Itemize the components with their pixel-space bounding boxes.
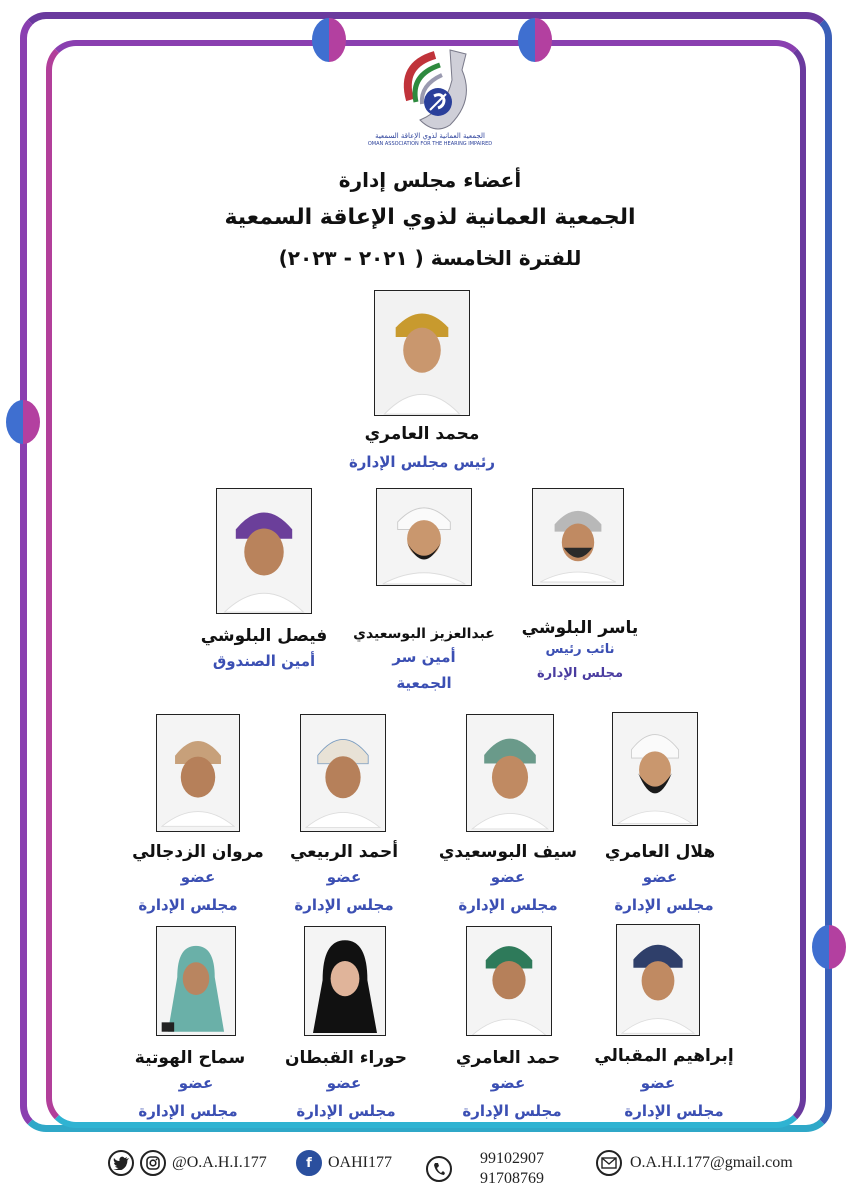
frame-ornament bbox=[812, 925, 846, 969]
member-role: أمين سر bbox=[392, 648, 456, 666]
member-photo bbox=[304, 926, 386, 1036]
member-role: عضو bbox=[490, 868, 526, 886]
member-role-line2: مجلس الإدارة bbox=[458, 896, 558, 914]
member-role-line2: مجلس الإدارة bbox=[624, 1102, 724, 1120]
member-name: إبراهيم المقبالي bbox=[594, 1046, 734, 1066]
chair-photo bbox=[374, 290, 470, 416]
member-photo bbox=[616, 924, 700, 1036]
member-photo bbox=[376, 488, 472, 586]
member-name: فيصل البلوشي bbox=[200, 626, 328, 646]
frame-ornament bbox=[312, 18, 346, 62]
member-role: نائب رئيس bbox=[545, 642, 615, 657]
member-photo bbox=[216, 488, 312, 614]
social-handle[interactable]: @O.A.H.I.177 bbox=[172, 1154, 267, 1171]
member-role: عضو bbox=[326, 868, 362, 886]
member-name: حمد العامري bbox=[455, 1048, 561, 1068]
member-role: عضو bbox=[326, 1074, 362, 1092]
member-role-line2: مجلس الإدارة bbox=[614, 896, 714, 914]
logo-caption-ar: الجمعية العمانية لذوي الإعاقة السمعية bbox=[375, 132, 485, 140]
title-line-2: الجمعية العمانية لذوي الإعاقة السمعية bbox=[224, 205, 636, 230]
member-role-line2: مجلس الإدارة bbox=[536, 666, 624, 681]
member-photo bbox=[466, 714, 554, 832]
facebook-handle[interactable]: OAHI177 bbox=[328, 1154, 392, 1171]
facebook-icon[interactable]: f bbox=[296, 1150, 322, 1176]
member-role: أمين الصندوق bbox=[212, 652, 316, 670]
frame-ornament bbox=[518, 18, 552, 62]
member-photo bbox=[300, 714, 386, 832]
chair-role: رئيس مجلس الإدارة bbox=[348, 453, 496, 471]
member-name: ياسر البلوشي bbox=[521, 618, 639, 638]
member-photo bbox=[612, 712, 698, 826]
member-role: عضو bbox=[642, 868, 678, 886]
instagram-icon[interactable] bbox=[140, 1150, 166, 1176]
member-role-line2: مجلس الإدارة bbox=[138, 1102, 238, 1120]
email-icon bbox=[596, 1150, 622, 1176]
member-photo bbox=[532, 488, 624, 586]
twitter-icon[interactable] bbox=[108, 1150, 134, 1176]
member-role: عضو bbox=[180, 868, 216, 886]
member-role: عضو bbox=[490, 1074, 526, 1092]
chair-name: محمد العامري bbox=[364, 424, 480, 444]
member-photo bbox=[156, 714, 240, 832]
email-address[interactable]: O.A.H.I.177@gmail.com bbox=[630, 1154, 793, 1171]
member-name: عبدالعزيز البوسعيدي bbox=[353, 626, 495, 642]
member-role: عضو bbox=[178, 1074, 214, 1092]
member-name: هلال العامري bbox=[604, 842, 716, 862]
title-line-3: للفترة الخامسة ( ٢٠٢١ - ٢٠٢٣) bbox=[278, 246, 582, 270]
member-name: سيف البوسعيدي bbox=[438, 842, 578, 862]
member-role-line2: مجلس الإدارة bbox=[294, 896, 394, 914]
member-role-line2: مجلس الإدارة bbox=[138, 896, 238, 914]
member-name: حوراء القبطان bbox=[285, 1048, 407, 1068]
logo-caption-en: OMAN ASSOCIATION FOR THE HEARING IMPAIRED bbox=[367, 141, 493, 147]
member-role-line2: الجمعية bbox=[396, 674, 452, 692]
member-role: عضو bbox=[640, 1074, 676, 1092]
frame-ornament bbox=[6, 400, 40, 444]
member-name: مروان الزدجالي bbox=[132, 842, 264, 862]
logo-caption bbox=[350, 132, 510, 148]
member-photo bbox=[466, 926, 552, 1036]
member-role-line2: مجلس الإدارة bbox=[462, 1102, 562, 1120]
member-role-line2: مجلس الإدارة bbox=[296, 1102, 396, 1120]
phone-number-1[interactable]: 99102907 bbox=[480, 1150, 544, 1167]
member-name: أحمد الربيعي bbox=[289, 842, 399, 862]
title-line-1: أعضاء مجلس إدارة bbox=[338, 168, 522, 192]
phone-number-2[interactable]: 91708769 bbox=[480, 1170, 544, 1187]
member-name: سماح الهوتية bbox=[134, 1048, 246, 1068]
phone-icon bbox=[426, 1156, 452, 1182]
member-photo bbox=[156, 926, 236, 1036]
